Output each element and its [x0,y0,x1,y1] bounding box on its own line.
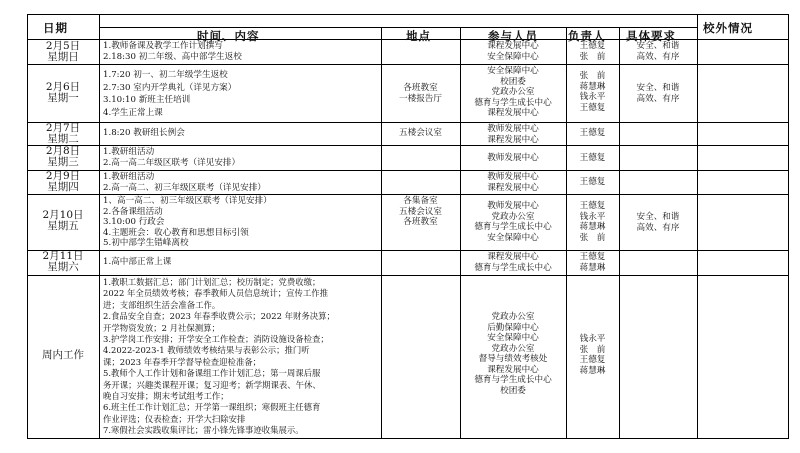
place-line: 五楼会议室 [399,206,442,217]
leader-line: 王德复 [579,252,606,262]
row-date [27,210,99,232]
content-line: 开学物资发放；2 月社保测算； [103,322,220,333]
header-place: 地点 [406,29,431,43]
participant-line: 德育与学生成长中心 [474,375,552,385]
row-content [103,277,335,437]
content-line: 3.10:10 新班主任培训 [103,95,191,105]
leader-line: 王德复 [579,41,606,51]
participant-line: 党政办公室 [491,211,535,222]
place-line: 各班教室 [403,217,438,227]
content-line: 2.18:30 初二年级、高中部学生返校 [103,51,242,62]
participant-line: 党政办公室 [491,343,535,354]
participant-line: 教师发展中心 [487,172,539,182]
leader-line: 王德复 [579,102,606,113]
place-line: 一楼报告厅 [399,93,442,104]
row-requirements [619,83,697,104]
content-line: 4.2022-2023-1 教师绩效考核结果与表彰公示；推门听 [103,345,310,356]
date-line: 2月8日 [45,145,81,157]
content-line: 作业评选；仪表检查；开学大扫除安排 [103,413,246,424]
header-requirements: 具体要求 [626,29,676,43]
requirement-line: 高效、有序 [636,51,680,62]
grid-line [27,438,788,439]
participant-line: 课程发展中心 [487,252,539,262]
row-participants [460,66,566,119]
content-line: 1.高中部正常上课 [103,257,172,267]
content-line: 5.教师个人工作计划和备课组工作计划汇总；第一周课后服 [103,368,321,379]
row-participants [460,312,566,396]
header-date: 日期 [43,21,68,35]
row-date [27,350,99,361]
row-date [27,251,99,273]
place-line: 各集备室 [403,196,438,206]
weekday-line: 星期日 [47,51,79,63]
row-leader [566,334,619,376]
content-line: 3.10:00 行政会 [103,217,165,227]
header-offsite: 校外情况 [703,21,753,35]
date-line: 2月7日 [45,122,81,134]
content-line: 2.各备课组活动 [103,206,163,217]
participant-line: 党政办公室 [491,87,535,97]
date-line: 2月9日 [45,170,81,182]
row-content [103,172,266,193]
leader-line: 王德复 [579,128,606,138]
leader-line: 钱永平 [579,211,606,222]
row-place [381,196,460,228]
row-content [103,41,242,62]
grid-line [27,64,788,65]
weekday-line: 星期二 [47,133,79,145]
participant-line: 教师发展中心 [487,124,539,134]
content-line: 2022 年全员绩效考核；春季教师人员信息统计；宣传工作推 [103,288,328,299]
content-line: 1、高一高二、初三年级区联考（详见安排） [103,196,272,206]
grid-line [27,275,788,276]
place-line: 各班教室 [403,83,438,93]
participant-line: 德育与学生成长中心 [474,97,552,108]
grid-line [27,14,788,15]
participant-line: 德育与学生成长中心 [474,222,552,232]
leader-line: 张 前 [579,232,606,243]
row-leader [566,71,619,113]
row-leader [566,128,619,139]
row-place [381,83,460,104]
leader-line: 张 前 [579,344,606,355]
requirement-line: 高效、有序 [636,222,680,233]
grid-line [788,14,789,439]
date-line: 2月5日 [45,40,81,52]
leader-line: 王德复 [579,201,606,211]
content-line: 4.学生正常上课 [103,107,163,118]
row-content [103,257,171,268]
weekday-line: 星期六 [47,261,79,273]
participant-line: 课程发展中心 [487,134,539,145]
row-participants [460,41,566,62]
weekday-line: 星期四 [47,181,79,193]
row-requirements [619,41,697,62]
date-line: 2月6日 [45,81,81,93]
participant-line: 党政办公室 [491,312,535,322]
grid-line [99,14,100,439]
leader-line: 王德复 [579,153,606,163]
content-line: 进；支部组织生活会准备工作。 [103,299,221,310]
participant-line: 安全保障中心 [487,333,539,343]
requirement-line: 安全、和谐 [636,41,680,51]
weekly-work-label: 周内工作 [42,349,84,361]
participant-line: 德育与学生成长中心 [474,262,552,273]
weekday-line: 星期五 [47,220,79,232]
participant-line: 安全保障中心 [487,51,539,62]
content-line: 晚自习安排；期末考试组考工作； [103,391,229,402]
row-date [27,146,99,168]
content-line: 2.7:30 室内开学典礼（详见方案） [103,82,237,93]
grid-line [27,145,788,146]
row-content [103,196,272,249]
header-content: 时间、内容 [197,29,260,43]
row-requirements [619,212,697,233]
grid-line [27,122,788,123]
content-line: 6.班主任工作计划汇总；开学第一课组织；寒假班主任德育 [103,402,321,413]
row-leader [566,201,619,243]
row-leader [566,252,619,273]
content-line: 2.食品安全自查；2023 年春季收费公示；2022 年财务决算； [103,311,335,322]
row-date [27,82,99,104]
participant-line: 督导与绩效考核处 [478,354,548,364]
content-line: 课；2023 年春季开学督导检查迎检准备； [103,356,261,367]
grid-line [27,170,788,171]
requirement-line: 安全、和谐 [636,83,680,93]
content-line: 4.主题班会：收心教育和思想目标引领 [103,227,249,238]
participant-line: 教师发展中心 [487,153,539,163]
weekday-line: 星期三 [47,156,79,168]
content-line: 5.初中部学生错峰离校 [103,238,189,248]
row-date [27,41,99,63]
row-leader [566,177,619,188]
participant-line: 后勤保障中心 [487,322,539,333]
row-leader [566,41,619,62]
leader-line: 王德复 [579,177,606,187]
grid-line [697,14,698,439]
date-line: 2月10日 [42,209,84,221]
date-line: 2月11日 [42,250,84,262]
leader-line: 蒋慧琳 [579,222,606,232]
grid-line [27,194,788,195]
requirement-line: 安全、和谐 [636,212,680,222]
row-participants [460,201,566,243]
leader-line: 王德复 [579,355,606,365]
row-content [103,128,185,139]
content-line: 1.教研组活动 [103,147,155,157]
leader-line: 蒋慧琳 [579,81,606,92]
content-line: 1.8:20 教研组长例会 [103,128,185,138]
leader-line: 钱永平 [579,334,606,344]
row-date [27,123,99,145]
participant-line: 校团委 [500,385,526,396]
participant-line: 教师发展中心 [487,201,539,211]
header-leader: 负责人 [568,29,606,43]
content-line: 3.护学岗工作安排；开学安全工作检查；消防设施设备检查； [103,334,329,345]
leader-line: 张 前 [579,51,606,62]
grid-line [99,27,697,28]
row-date [27,171,99,193]
content-line: 务开课；兴趣类课程开课；复习迎考；新学期课表、午休、 [103,379,321,390]
row-participants [460,124,566,145]
row-participants [460,172,566,193]
leader-line: 蒋慧琳 [579,365,606,376]
content-line: 7.寒假社会实践收集评比；雷小锋先锋事迹收集展示。 [103,425,304,436]
content-line: 1.7:20 初一、初二年级学生返校 [103,70,228,80]
content-line: 2.高一高二年级区联考（详见安排） [103,157,241,168]
content-line: 2.高一高二、初三年级区联考（详见安排） [103,182,266,193]
grid-line [27,250,788,251]
leader-line: 钱永平 [579,92,606,102]
row-participants [460,153,566,164]
leader-line: 张 前 [579,71,606,81]
content-line: 1.教职工数据汇总；部门计划汇总；校历制定；党费收缴； [103,277,321,287]
row-participants [460,252,566,273]
row-content [103,69,236,119]
content-line: 1.教研组活动 [103,172,155,182]
participant-line: 安全保障中心 [487,232,539,243]
leader-line: 蒋慧琳 [579,262,606,273]
row-place [381,128,460,139]
requirement-line: 高效、有序 [636,93,680,104]
row-leader [566,153,619,164]
header-participants: 参与人员 [488,29,538,43]
weekday-line: 星期一 [47,92,79,104]
place-line: 五楼会议室 [399,128,442,138]
participant-line: 课程发展中心 [487,182,539,193]
participant-line: 课程发展中心 [487,108,539,118]
participant-line: 校团委 [500,76,526,87]
participant-line: 课程发展中心 [487,364,539,375]
row-content [103,147,240,168]
participant-line: 安全保障中心 [487,66,539,76]
content-line: 1.教师备课及教学工作计划撰写 [103,41,223,51]
participant-line: 课程发展中心 [487,41,539,51]
